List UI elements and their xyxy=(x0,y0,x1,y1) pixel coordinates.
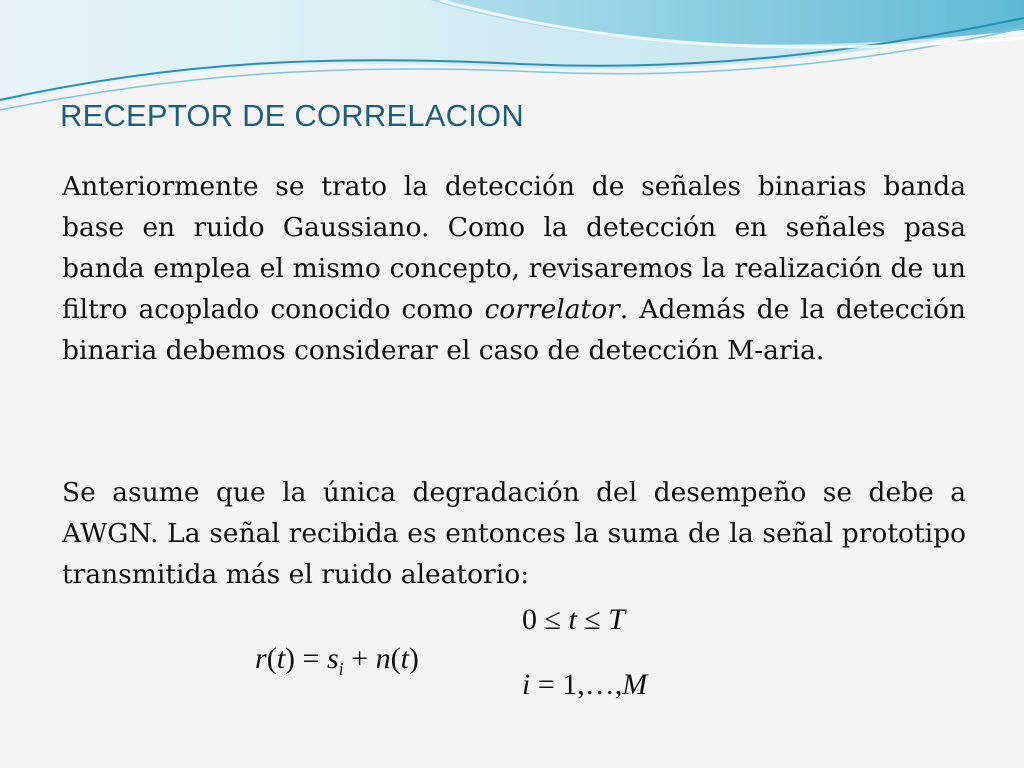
paragraph-intro-text-b: . Además de la detección binaria debemos considerar el caso de detección M-aria. xyxy=(62,294,966,366)
paragraph-awgn: Se asume que la única degradación del desempeño se debe a AWGN. La señal recibida es entonces la suma de la señal prototipo transmitida más el ruido aleatorio: xyxy=(62,477,966,590)
index-range-condition: i = 1,…,M xyxy=(522,668,648,701)
correlator-term: correlator xyxy=(484,294,620,325)
time-range-condition: 0 ≤ t ≤ T xyxy=(522,603,625,636)
paragraph-intro xyxy=(62,166,966,371)
slide-title: RECEPTOR DE CORRELACION xyxy=(60,98,524,133)
paragraph-intro-text-a: Anteriormente se trato la detección de señales binarias banda base en ruido Gaussiano. Como la detección en señales pasa banda emplea el mismo concepto, revisaremos la realización de un filtro acoplado conocido como xyxy=(62,171,966,325)
received-signal-equation: $r(t) = s_i + n(t)$ xyxy=(255,642,419,679)
